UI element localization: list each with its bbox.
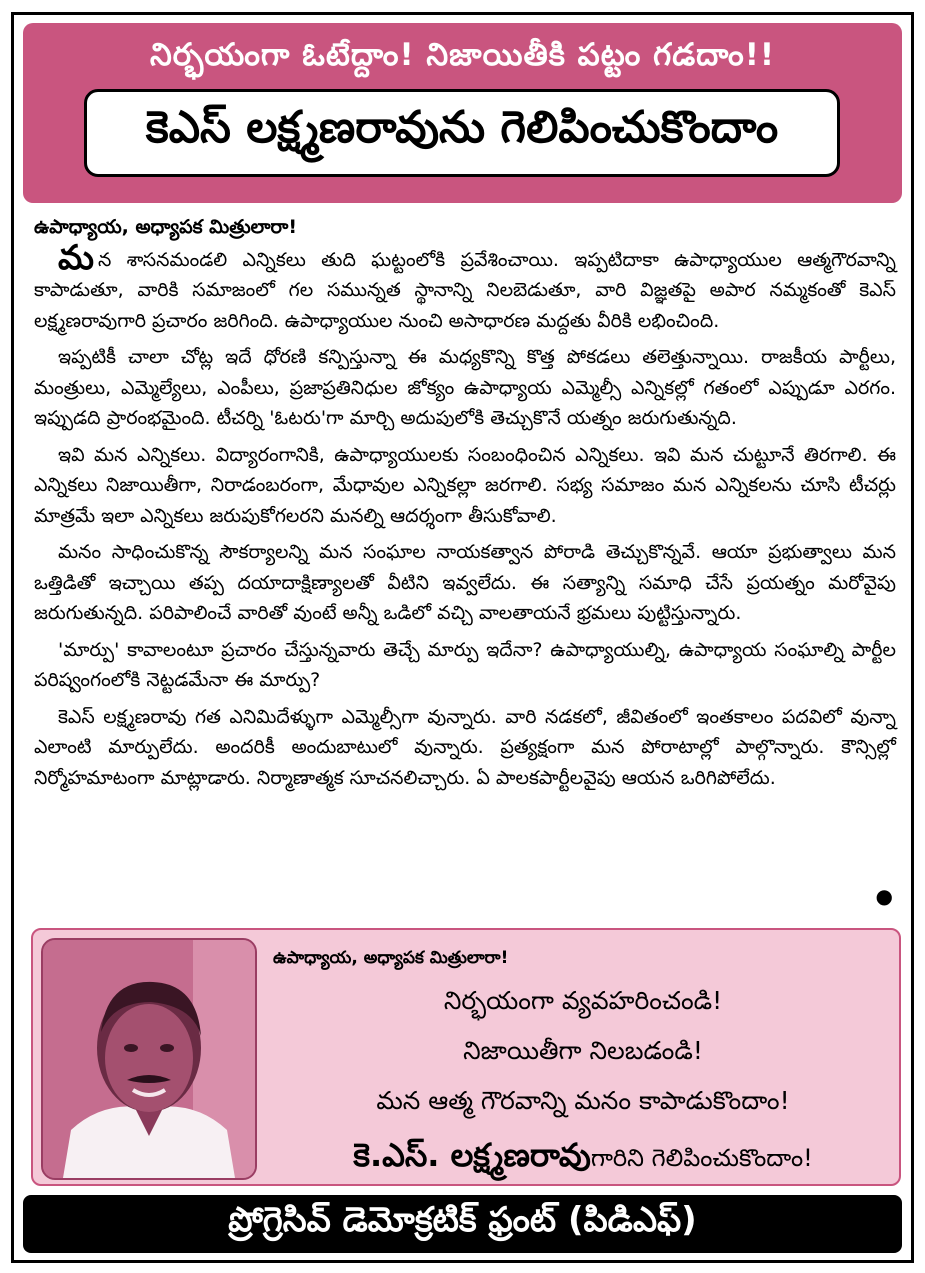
appeal-line: మన ఆత్మ గౌరవాన్ని మనం కాపాడుకొందాం! <box>376 1086 790 1115</box>
paragraph-1 <box>34 237 896 337</box>
paragraph-5: 'మార్పు' కావాలంటూ ప్రచారం చేస్తున్నవారు తెచ్చే మార్పు ఇదేనా? ఉపాధ్యాయుల్ని, ఉపాధ్యాయ సంఘాల్ని పార్టీల పరిష్వంగంలోకి నెట్టడమేనా ఈ మార్పు? <box>34 638 896 691</box>
pamphlet-frame <box>11 12 914 1263</box>
end-mark: ● <box>875 884 893 908</box>
appeal-suffix: గారిని గెలిపించుకొందాం! <box>590 1144 813 1172</box>
appeal-block <box>273 948 893 1182</box>
paragraph-text: న శాసనమండలి ఎన్నికలు తుది ఘట్టంలోకి ప్రవేశించాయి. ఇప్పటిదాకా ఉపాధ్యాయుల ఆత్మగౌరవాన్ని కాపాడుతూ, వారికి సమాజంలో గల సమున్నత స్థానాన్ని నిలబెడుతూ, వారి విజ్ఞతపై అపార నమ్మకంతో కెఎస్ లక్ష్మణరావుగారి ప్రచారం జరిగింది. ఉపాధ్యాయుల నుంచి అసాధారణ మద్దతు వీరికి లభించింది. <box>34 248 896 332</box>
slogan: నిర్భయంగా ఓటేద్దాం! నిజాయితీకి పట్టం గడదాం!! <box>149 37 776 73</box>
appeal-line: నిజాయితీగా నిలబడండి! <box>463 1036 703 1065</box>
title-box <box>84 89 840 177</box>
organization-name: ప్రోగ్రెసివ్ డెమోక్రటిక్ ఫ్రంట్ (పిడిఎఫ్) <box>228 1200 697 1240</box>
paragraph-3: ఇవి మన ఎన్నికలు. విద్యారంగానికి, ఉపాధ్యాయులకు సంబంధించిన ఎన్నికలు. ఇవి మన చుట్టూనే తిరగాలి. ఈ ఎన్నికలు నిజాయితీగా, నిరాడంబరంగా, మేధావుల ఎన్నికల్లా జరగాలి. సభ్య సమాజం మన ఎన్నికలను చూసి టీచర్లు మాత్రమే ఇలా ఎన్నికలు జరుపుకోగలరని మనల్ని ఆదర్శంగా తీసుకోవాలి. <box>34 443 896 527</box>
header-banner <box>23 23 902 203</box>
footer-banner <box>23 1195 902 1253</box>
paragraph-4: మనం సాధించుకొన్న సౌకర్యాలన్ని మన సంఘాల నాయకత్వాన పోరాడి తెచ్చుకొన్నవే. ఆయా ప్రభుత్వాలు మన ఒత్తిడితో ఇచ్చాయి తప్ప దయాదాక్షిణ్యాలతో వీటిని ఇవ్వలేదు. ఈ సత్యాన్ని సమాధి చేసే ప్రయత్నం మరోవైపు జరుగుతున్నది. పరిపాలించే వారితో వుంటే అన్నీ ఒడిలో వచ్చి వాలతాయనే భ్రమలు పుట్టిస్తున్నారు. <box>34 541 896 624</box>
paragraph-6: కెఎస్ లక్ష్మణరావు గత ఎనిమిదేళ్ళుగా ఎమ్మెల్సీగా వున్నారు. వారి నడకలో, జీవితంలో ఇంతకాలం పదవిలో వున్నా ఎలాంటి మార్పులేదు. అందరికీ అందుబాటులో వున్నారు. ప్రత్యక్షంగా మన పోరాటాల్లో పాల్గొన్నారు. కౌన్సిల్లో నిర్మోహమాటంగా మాట్లాడారు. నిర్మాణాత్మక సూచనలిచ్చారు. ఏ పాలకపార్టీలవైపు ఆయన ఒరిగిపోలేదు. <box>34 705 896 789</box>
candidate-photo <box>41 938 257 1180</box>
paragraph-2: ఇప్పటికీ చాలా చోట్ల ఇదే ధోరణి కన్పిస్తున్నా ఈ మధ్యకొన్ని కొత్త పోకడలు తలెత్తున్నాయి. రాజకీయ పార్టీలు, మంత్రులు, ఎమ్మెల్యేలు, ఎంపీలు, ప్రజాప్రతినిధుల జోక్యం ఉపాధ్యాయ ఎమ్మెల్సీ ఎన్నికల్లో గతంలో ఎప్పుడూ ఎరగం. ఇప్పుడది ప్రారంభమైంది. టీచర్ని 'ఓటరు'గా మార్చి అదుపులోకి తెచ్చుకొనే యత్నం జరుగుతున్నది. <box>34 346 896 429</box>
appeal-line: నిర్భయంగా వ్యవహరించండి! <box>443 986 723 1015</box>
dropcap: మ <box>58 237 94 278</box>
article-body <box>34 212 896 799</box>
candidate-panel <box>31 928 901 1186</box>
article-salutation: ఉపాధ్యాయ, అధ్యాపక మిత్రులారా! <box>34 216 298 238</box>
page-title: కెఎస్ లక్ష్మణరావును గెలిపించుకొందాం <box>145 102 779 153</box>
appeal-final-line <box>273 1136 893 1182</box>
candidate-name: కె.ఎస్. లక్ష్మణరావు <box>353 1136 591 1174</box>
appeal-salutation: ఉపాధ్యాయ, అధ్యాపక మిత్రులారా! <box>273 948 509 968</box>
